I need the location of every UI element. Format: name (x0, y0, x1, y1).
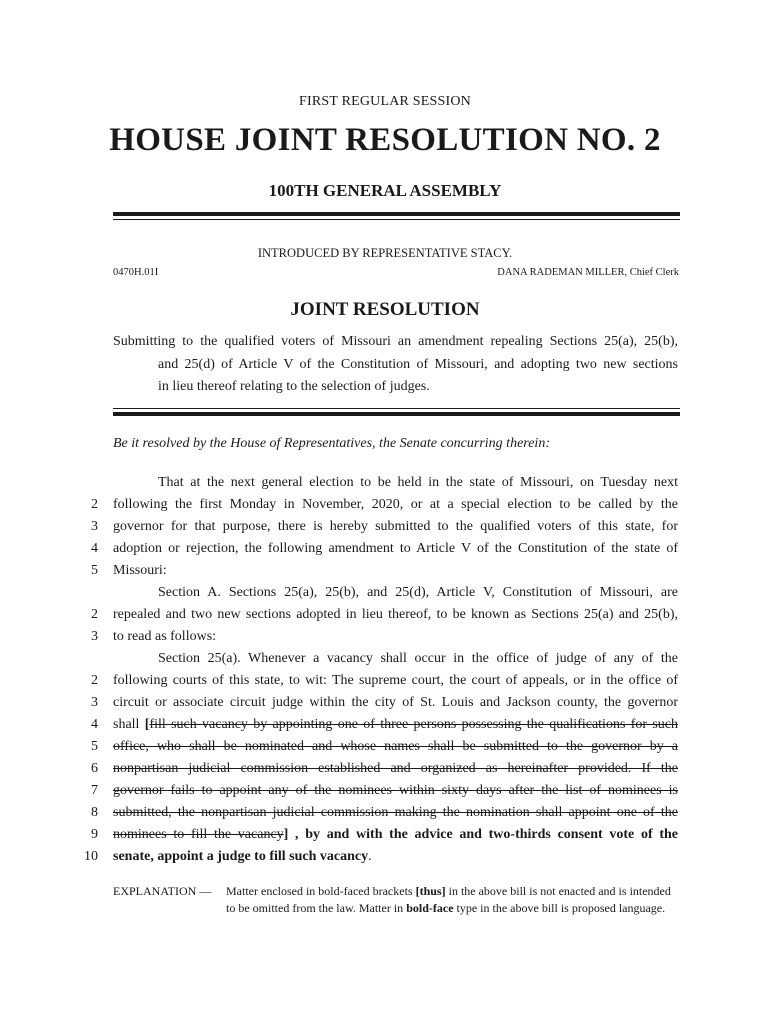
line-number: 8 (91, 805, 98, 820)
line-number: 2 (91, 497, 98, 512)
body-line (113, 802, 678, 824)
deletion-bracket-open: [ (144, 717, 150, 732)
plain-text: . (368, 849, 372, 864)
header-rule-thin (113, 219, 680, 220)
summary-rule-thick (113, 412, 680, 416)
new-language-text: senate, appoint a judge to fill such vacancy (113, 849, 369, 864)
body-line: adoption or rejection, the following amendment to Article V of the Constitution of the state of (113, 541, 678, 556)
summary-line: in lieu thereof relating to the selection of judges. (158, 379, 430, 394)
resolution-title: HOUSE JOINT RESOLUTION NO. 2 (109, 122, 661, 158)
struck-text: office, who shall be nominated and whose names shall be submitted to the governor by a (113, 739, 678, 754)
body-line: following the first Monday in November, 2020, or at a special election to be called by the (113, 497, 678, 512)
line-number: 9 (91, 827, 98, 842)
explanation-text: Matter enclosed in bold-faced brackets (226, 884, 416, 898)
introduced-by: INTRODUCED BY REPRESENTATIVE STACY. (257, 246, 513, 260)
resolved-clause: Be it resolved by the House of Representatives, the Senate concurring therein: (113, 436, 550, 451)
line-number: 5 (91, 563, 98, 578)
line-number: 10 (84, 849, 98, 864)
body-line: to read as follows: (113, 629, 217, 644)
body-line: That at the next general election to be held in the state of Missouri, on Tuesday next (158, 475, 678, 490)
deletion-bracket-close: ] (283, 827, 289, 842)
explanation-bracket-example: [thus] (415, 884, 446, 898)
summary-line: and 25(d) of Article V of the Constitution of Missouri, and adopting two new sections (158, 357, 678, 372)
assembly-label: 100TH GENERAL ASSEMBLY (268, 181, 502, 200)
explanation-line (226, 883, 681, 900)
explanation-line (226, 900, 681, 917)
struck-text: nonpartisan judicial commission established and organized as hereinafter provided. If the (113, 761, 678, 776)
line-number: 4 (91, 717, 98, 732)
plain-text: shall (113, 717, 145, 732)
body-line (113, 714, 678, 736)
body-line (113, 736, 678, 758)
line-number: 6 (91, 761, 98, 776)
body-line: following courts of this state, to wit: The supreme court, the court of appeals, or in the office of (113, 673, 678, 688)
body-line: Section 25(a). Whenever a vacancy shall occur in the office of judge of any of the (158, 651, 678, 666)
line-number: 5 (91, 739, 98, 754)
struck-text: nominees to fill the vacancy (113, 827, 284, 842)
joint-resolution-heading: JOINT RESOLUTION (290, 299, 480, 320)
line-number: 3 (91, 519, 98, 534)
body-line: circuit or associate circuit judge within the city of St. Louis and Jackson county, the governor (113, 695, 678, 710)
line-number: 2 (91, 607, 98, 622)
line-number: 3 (91, 629, 98, 644)
summary-rule-thin (113, 408, 680, 409)
body-line (113, 846, 678, 868)
struck-text: fill such vacancy by appointing one of three persons possessing the qualifications for such (149, 717, 679, 732)
line-number: 7 (91, 783, 98, 798)
body-line (113, 780, 678, 802)
body-line: Missouri: (113, 563, 167, 578)
body-line: governor for that purpose, there is hereby submitted to the qualified voters of this state, for (113, 519, 678, 534)
line-number: 4 (91, 541, 98, 556)
explanation-text: to be omitted from the law. Matter in (226, 901, 407, 915)
summary-line: Submitting to the qualified voters of Missouri an amendment repealing Sections 25(a), 25(b), (113, 334, 678, 349)
explanation-bold-example: bold-face (406, 901, 454, 915)
document-code: 0470H.01I (113, 267, 159, 278)
session-label: FIRST REGULAR SESSION (299, 94, 471, 109)
struck-text: submitted, the nonpartisan judicial commission making the nomination shall appoint one of the (113, 805, 678, 820)
explanation-label: EXPLANATION — (113, 884, 212, 898)
explanation-text: type in the above bill is proposed language. (453, 901, 666, 915)
body-line: repealed and two new sections adopted in lieu thereof, to be known as Sections 25(a) and 25(b), (113, 607, 678, 622)
line-number: 2 (91, 673, 98, 688)
header-rule-thick (113, 212, 680, 216)
explanation-text: in the above bill is not enacted and is intended (445, 884, 671, 898)
struck-text: governor fails to appoint any of the nominees within sixty days after the list of nominees is (113, 783, 678, 798)
body-line (113, 824, 678, 846)
new-language-text: , by and with the advice and two-thirds consent vote of the (288, 827, 678, 842)
chief-clerk: DANA RADEMAN MILLER, Chief Clerk (497, 267, 679, 278)
body-line (113, 758, 678, 780)
line-number: 3 (91, 695, 98, 710)
body-line: Section A. Sections 25(a), 25(b), and 25(d), Article V, Constitution of Missouri, are (158, 585, 678, 600)
